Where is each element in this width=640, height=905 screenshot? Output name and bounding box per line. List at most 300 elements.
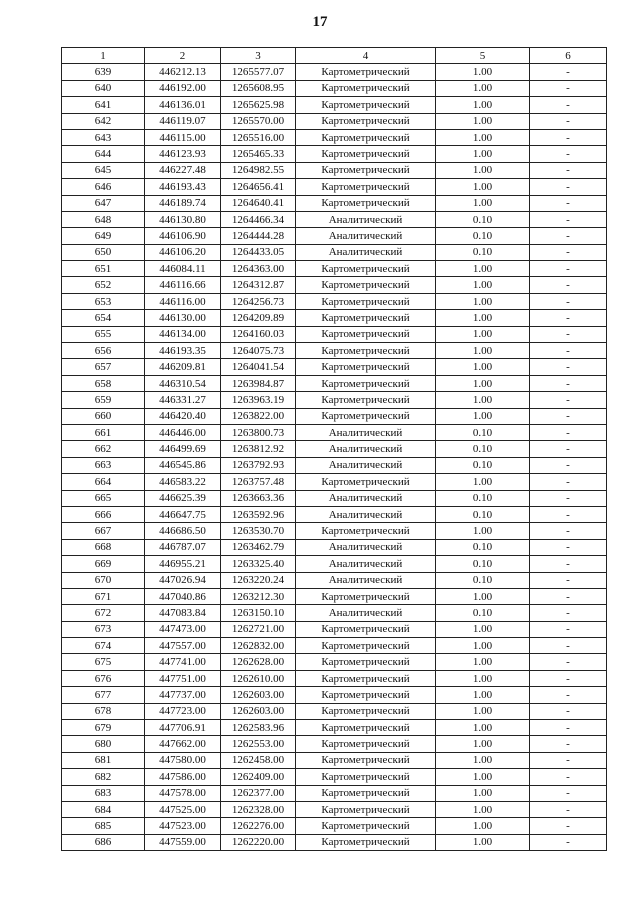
y-coordinate-cell: 1264363.00 — [221, 261, 296, 277]
table-row — [62, 146, 607, 162]
point-number-cell: 680 — [62, 736, 145, 752]
y-coordinate-cell: 1262458.00 — [221, 752, 296, 768]
y-coordinate-cell: 1263212.30 — [221, 588, 296, 604]
note-cell: - — [530, 293, 607, 309]
table-row — [62, 490, 607, 506]
accuracy-cell: 1.00 — [436, 179, 530, 195]
accuracy-cell: 0.10 — [436, 228, 530, 244]
method-cell: Аналитический — [296, 605, 436, 621]
x-coordinate-cell: 446686.50 — [145, 523, 221, 539]
table-row — [62, 211, 607, 227]
x-coordinate-cell: 447737.00 — [145, 687, 221, 703]
accuracy-cell: 0.10 — [436, 605, 530, 621]
table-body — [62, 64, 607, 851]
point-number-cell: 649 — [62, 228, 145, 244]
x-coordinate-cell: 446209.81 — [145, 359, 221, 375]
x-coordinate-cell: 446119.07 — [145, 113, 221, 129]
y-coordinate-cell: 1262328.00 — [221, 801, 296, 817]
point-number-cell: 679 — [62, 720, 145, 736]
accuracy-cell: 0.10 — [436, 457, 530, 473]
accuracy-cell: 1.00 — [436, 408, 530, 424]
method-cell: Картометрический — [296, 392, 436, 408]
method-cell: Аналитический — [296, 556, 436, 572]
point-number-cell: 651 — [62, 261, 145, 277]
x-coordinate-cell: 447026.94 — [145, 572, 221, 588]
y-coordinate-cell: 1264041.54 — [221, 359, 296, 375]
column-header: 5 — [436, 48, 530, 64]
y-coordinate-cell: 1262553.00 — [221, 736, 296, 752]
note-cell: - — [530, 343, 607, 359]
point-number-cell: 654 — [62, 310, 145, 326]
table-row — [62, 523, 607, 539]
point-number-cell: 646 — [62, 179, 145, 195]
accuracy-cell: 1.00 — [436, 375, 530, 391]
x-coordinate-cell: 446116.00 — [145, 293, 221, 309]
method-cell: Картометрический — [296, 720, 436, 736]
note-cell: - — [530, 113, 607, 129]
x-coordinate-cell: 446420.40 — [145, 408, 221, 424]
accuracy-cell: 1.00 — [436, 670, 530, 686]
method-cell: Картометрический — [296, 670, 436, 686]
method-cell: Картометрический — [296, 64, 436, 80]
method-cell: Картометрический — [296, 818, 436, 834]
y-coordinate-cell: 1263325.40 — [221, 556, 296, 572]
table-row — [62, 785, 607, 801]
y-coordinate-cell: 1264312.87 — [221, 277, 296, 293]
accuracy-cell: 0.10 — [436, 211, 530, 227]
y-coordinate-cell: 1263757.48 — [221, 474, 296, 490]
method-cell: Картометрический — [296, 523, 436, 539]
note-cell: - — [530, 818, 607, 834]
table-row — [62, 359, 607, 375]
point-number-cell: 640 — [62, 80, 145, 96]
method-cell: Аналитический — [296, 457, 436, 473]
method-cell: Картометрический — [296, 654, 436, 670]
x-coordinate-cell: 447580.00 — [145, 752, 221, 768]
y-coordinate-cell: 1265570.00 — [221, 113, 296, 129]
y-coordinate-cell: 1263592.96 — [221, 506, 296, 522]
method-cell: Картометрический — [296, 769, 436, 785]
point-number-cell: 653 — [62, 293, 145, 309]
table-row — [62, 588, 607, 604]
accuracy-cell: 1.00 — [436, 146, 530, 162]
note-cell: - — [530, 834, 607, 850]
x-coordinate-cell: 446130.80 — [145, 211, 221, 227]
y-coordinate-cell: 1264433.05 — [221, 244, 296, 260]
accuracy-cell: 1.00 — [436, 474, 530, 490]
method-cell: Картометрический — [296, 146, 436, 162]
y-coordinate-cell: 1262276.00 — [221, 818, 296, 834]
x-coordinate-cell: 447662.00 — [145, 736, 221, 752]
column-header: 3 — [221, 48, 296, 64]
y-coordinate-cell: 1265516.00 — [221, 129, 296, 145]
table-row — [62, 720, 607, 736]
method-cell: Картометрический — [296, 97, 436, 113]
table-row — [62, 64, 607, 80]
accuracy-cell: 1.00 — [436, 736, 530, 752]
table-row — [62, 228, 607, 244]
accuracy-cell: 1.00 — [436, 293, 530, 309]
y-coordinate-cell: 1265625.98 — [221, 97, 296, 113]
point-number-cell: 652 — [62, 277, 145, 293]
point-number-cell: 643 — [62, 129, 145, 145]
accuracy-cell: 1.00 — [436, 261, 530, 277]
x-coordinate-cell: 446545.86 — [145, 457, 221, 473]
table-row — [62, 801, 607, 817]
method-cell: Картометрический — [296, 129, 436, 145]
point-number-cell: 663 — [62, 457, 145, 473]
note-cell: - — [530, 326, 607, 342]
point-number-cell: 662 — [62, 441, 145, 457]
method-cell: Картометрический — [296, 801, 436, 817]
y-coordinate-cell: 1263530.70 — [221, 523, 296, 539]
note-cell: - — [530, 359, 607, 375]
y-coordinate-cell: 1262583.96 — [221, 720, 296, 736]
accuracy-cell: 1.00 — [436, 310, 530, 326]
note-cell: - — [530, 228, 607, 244]
method-cell: Картометрический — [296, 162, 436, 178]
note-cell: - — [530, 129, 607, 145]
x-coordinate-cell: 446499.69 — [145, 441, 221, 457]
x-coordinate-cell: 446446.00 — [145, 424, 221, 440]
page-number: 17 — [312, 14, 328, 30]
point-number-cell: 677 — [62, 687, 145, 703]
point-number-cell: 676 — [62, 670, 145, 686]
table-row — [62, 834, 607, 850]
table-row — [62, 474, 607, 490]
table-row — [62, 457, 607, 473]
point-number-cell: 644 — [62, 146, 145, 162]
y-coordinate-cell: 1262409.00 — [221, 769, 296, 785]
note-cell: - — [530, 638, 607, 654]
accuracy-cell: 1.00 — [436, 785, 530, 801]
accuracy-cell: 0.10 — [436, 424, 530, 440]
x-coordinate-cell: 446115.00 — [145, 129, 221, 145]
accuracy-cell: 1.00 — [436, 621, 530, 637]
table-row — [62, 392, 607, 408]
note-cell: - — [530, 752, 607, 768]
point-number-cell: 681 — [62, 752, 145, 768]
point-number-cell: 670 — [62, 572, 145, 588]
y-coordinate-cell: 1263984.87 — [221, 375, 296, 391]
method-cell: Картометрический — [296, 785, 436, 801]
point-number-cell: 656 — [62, 343, 145, 359]
accuracy-cell: 1.00 — [436, 687, 530, 703]
accuracy-cell: 0.10 — [436, 506, 530, 522]
table-row — [62, 556, 607, 572]
y-coordinate-cell: 1262832.00 — [221, 638, 296, 654]
point-number-cell: 641 — [62, 97, 145, 113]
point-number-cell: 647 — [62, 195, 145, 211]
note-cell: - — [530, 441, 607, 457]
method-cell: Картометрический — [296, 293, 436, 309]
y-coordinate-cell: 1263663.36 — [221, 490, 296, 506]
x-coordinate-cell: 447523.00 — [145, 818, 221, 834]
note-cell: - — [530, 588, 607, 604]
accuracy-cell: 0.10 — [436, 490, 530, 506]
note-cell: - — [530, 506, 607, 522]
method-cell: Картометрический — [296, 80, 436, 96]
note-cell: - — [530, 375, 607, 391]
x-coordinate-cell: 446647.75 — [145, 506, 221, 522]
table-row — [62, 539, 607, 555]
method-cell: Аналитический — [296, 572, 436, 588]
table-row — [62, 769, 607, 785]
table-row — [62, 752, 607, 768]
method-cell: Картометрический — [296, 703, 436, 719]
note-cell: - — [530, 785, 607, 801]
coordinates-table — [61, 47, 607, 851]
x-coordinate-cell: 446192.00 — [145, 80, 221, 96]
method-cell: Аналитический — [296, 490, 436, 506]
x-coordinate-cell: 446130.00 — [145, 310, 221, 326]
table-row — [62, 179, 607, 195]
point-number-cell: 672 — [62, 605, 145, 621]
x-coordinate-cell: 447706.91 — [145, 720, 221, 736]
method-cell: Аналитический — [296, 244, 436, 260]
note-cell: - — [530, 490, 607, 506]
point-number-cell: 659 — [62, 392, 145, 408]
point-number-cell: 668 — [62, 539, 145, 555]
y-coordinate-cell: 1263822.00 — [221, 408, 296, 424]
method-cell: Аналитический — [296, 228, 436, 244]
method-cell: Аналитический — [296, 211, 436, 227]
note-cell: - — [530, 146, 607, 162]
table-row — [62, 326, 607, 342]
accuracy-cell: 1.00 — [436, 162, 530, 178]
point-number-cell: 685 — [62, 818, 145, 834]
note-cell: - — [530, 736, 607, 752]
table-row — [62, 244, 607, 260]
method-cell: Картометрический — [296, 195, 436, 211]
point-number-cell: 657 — [62, 359, 145, 375]
note-cell: - — [530, 424, 607, 440]
accuracy-cell: 0.10 — [436, 441, 530, 457]
x-coordinate-cell: 447473.00 — [145, 621, 221, 637]
table-row — [62, 343, 607, 359]
y-coordinate-cell: 1263150.10 — [221, 605, 296, 621]
note-cell: - — [530, 64, 607, 80]
note-cell: - — [530, 244, 607, 260]
note-cell: - — [530, 572, 607, 588]
point-number-cell: 678 — [62, 703, 145, 719]
y-coordinate-cell: 1264656.41 — [221, 179, 296, 195]
table-row — [62, 310, 607, 326]
accuracy-cell: 1.00 — [436, 80, 530, 96]
y-coordinate-cell: 1262220.00 — [221, 834, 296, 850]
y-coordinate-cell: 1265608.95 — [221, 80, 296, 96]
x-coordinate-cell: 446136.01 — [145, 97, 221, 113]
method-cell: Картометрический — [296, 179, 436, 195]
method-cell: Картометрический — [296, 343, 436, 359]
table-header-row — [62, 48, 607, 64]
table-row — [62, 638, 607, 654]
accuracy-cell: 1.00 — [436, 326, 530, 342]
x-coordinate-cell: 447559.00 — [145, 834, 221, 850]
x-coordinate-cell: 446227.48 — [145, 162, 221, 178]
accuracy-cell: 0.10 — [436, 244, 530, 260]
x-coordinate-cell: 447557.00 — [145, 638, 221, 654]
accuracy-cell: 1.00 — [436, 638, 530, 654]
note-cell: - — [530, 408, 607, 424]
accuracy-cell: 1.00 — [436, 343, 530, 359]
point-number-cell: 661 — [62, 424, 145, 440]
note-cell: - — [530, 261, 607, 277]
table-row — [62, 670, 607, 686]
method-cell: Картометрический — [296, 375, 436, 391]
note-cell: - — [530, 392, 607, 408]
note-cell: - — [530, 687, 607, 703]
y-coordinate-cell: 1262603.00 — [221, 703, 296, 719]
x-coordinate-cell: 447083.84 — [145, 605, 221, 621]
table-row — [62, 424, 607, 440]
y-coordinate-cell: 1265465.33 — [221, 146, 296, 162]
point-number-cell: 669 — [62, 556, 145, 572]
method-cell: Аналитический — [296, 441, 436, 457]
table-row — [62, 605, 607, 621]
accuracy-cell: 1.00 — [436, 523, 530, 539]
note-cell: - — [530, 523, 607, 539]
note-cell: - — [530, 310, 607, 326]
y-coordinate-cell: 1262603.00 — [221, 687, 296, 703]
x-coordinate-cell: 446310.54 — [145, 375, 221, 391]
x-coordinate-cell: 446787.07 — [145, 539, 221, 555]
table-row — [62, 687, 607, 703]
table-row — [62, 261, 607, 277]
y-coordinate-cell: 1264640.41 — [221, 195, 296, 211]
accuracy-cell: 1.00 — [436, 720, 530, 736]
table-row — [62, 408, 607, 424]
point-number-cell: 655 — [62, 326, 145, 342]
point-number-cell: 665 — [62, 490, 145, 506]
method-cell: Картометрический — [296, 113, 436, 129]
point-number-cell: 664 — [62, 474, 145, 490]
point-number-cell: 673 — [62, 621, 145, 637]
x-coordinate-cell: 446955.21 — [145, 556, 221, 572]
note-cell: - — [530, 670, 607, 686]
accuracy-cell: 1.00 — [436, 64, 530, 80]
method-cell: Картометрический — [296, 834, 436, 850]
point-number-cell: 658 — [62, 375, 145, 391]
note-cell: - — [530, 703, 607, 719]
accuracy-cell: 1.00 — [436, 392, 530, 408]
x-coordinate-cell: 446106.20 — [145, 244, 221, 260]
point-number-cell: 686 — [62, 834, 145, 850]
y-coordinate-cell: 1263963.19 — [221, 392, 296, 408]
column-header: 4 — [296, 48, 436, 64]
method-cell: Картометрический — [296, 359, 436, 375]
column-header: 2 — [145, 48, 221, 64]
note-cell: - — [530, 605, 607, 621]
point-number-cell: 682 — [62, 769, 145, 785]
accuracy-cell: 1.00 — [436, 654, 530, 670]
method-cell: Картометрический — [296, 474, 436, 490]
x-coordinate-cell: 446189.74 — [145, 195, 221, 211]
y-coordinate-cell: 1264209.89 — [221, 310, 296, 326]
note-cell: - — [530, 80, 607, 96]
accuracy-cell: 1.00 — [436, 277, 530, 293]
x-coordinate-cell: 446084.11 — [145, 261, 221, 277]
note-cell: - — [530, 211, 607, 227]
note-cell: - — [530, 654, 607, 670]
table-row — [62, 736, 607, 752]
note-cell: - — [530, 769, 607, 785]
point-number-cell: 683 — [62, 785, 145, 801]
column-header: 6 — [530, 48, 607, 64]
note-cell: - — [530, 474, 607, 490]
x-coordinate-cell: 446193.35 — [145, 343, 221, 359]
point-number-cell: 667 — [62, 523, 145, 539]
x-coordinate-cell: 447525.00 — [145, 801, 221, 817]
method-cell: Картометрический — [296, 638, 436, 654]
table-row — [62, 97, 607, 113]
x-coordinate-cell: 447578.00 — [145, 785, 221, 801]
note-cell: - — [530, 556, 607, 572]
y-coordinate-cell: 1264444.28 — [221, 228, 296, 244]
method-cell: Картометрический — [296, 621, 436, 637]
method-cell: Картометрический — [296, 261, 436, 277]
x-coordinate-cell: 447040.86 — [145, 588, 221, 604]
table-row — [62, 621, 607, 637]
y-coordinate-cell: 1264256.73 — [221, 293, 296, 309]
method-cell: Картометрический — [296, 326, 436, 342]
table-row — [62, 441, 607, 457]
method-cell: Картометрический — [296, 277, 436, 293]
table-row — [62, 818, 607, 834]
accuracy-cell: 1.00 — [436, 129, 530, 145]
x-coordinate-cell: 446123.93 — [145, 146, 221, 162]
x-coordinate-cell: 447723.00 — [145, 703, 221, 719]
table-row — [62, 375, 607, 391]
note-cell: - — [530, 162, 607, 178]
table-row — [62, 195, 607, 211]
x-coordinate-cell: 446625.39 — [145, 490, 221, 506]
x-coordinate-cell: 447586.00 — [145, 769, 221, 785]
table-row — [62, 572, 607, 588]
accuracy-cell: 1.00 — [436, 801, 530, 817]
y-coordinate-cell: 1262377.00 — [221, 785, 296, 801]
point-number-cell: 642 — [62, 113, 145, 129]
y-coordinate-cell: 1263462.79 — [221, 539, 296, 555]
note-cell: - — [530, 195, 607, 211]
note-cell: - — [530, 539, 607, 555]
point-number-cell: 648 — [62, 211, 145, 227]
y-coordinate-cell: 1263800.73 — [221, 424, 296, 440]
accuracy-cell: 1.00 — [436, 752, 530, 768]
table-row — [62, 162, 607, 178]
accuracy-cell: 1.00 — [436, 359, 530, 375]
table-row — [62, 113, 607, 129]
accuracy-cell: 1.00 — [436, 703, 530, 719]
method-cell: Аналитический — [296, 506, 436, 522]
method-cell: Картометрический — [296, 310, 436, 326]
y-coordinate-cell: 1263220.24 — [221, 572, 296, 588]
point-number-cell: 660 — [62, 408, 145, 424]
x-coordinate-cell: 446134.00 — [145, 326, 221, 342]
accuracy-cell: 1.00 — [436, 195, 530, 211]
x-coordinate-cell: 447751.00 — [145, 670, 221, 686]
accuracy-cell: 1.00 — [436, 769, 530, 785]
method-cell: Картометрический — [296, 687, 436, 703]
accuracy-cell: 0.10 — [436, 556, 530, 572]
y-coordinate-cell: 1264466.34 — [221, 211, 296, 227]
method-cell: Картометрический — [296, 736, 436, 752]
note-cell: - — [530, 720, 607, 736]
method-cell: Аналитический — [296, 539, 436, 555]
table-row — [62, 277, 607, 293]
point-number-cell: 674 — [62, 638, 145, 654]
y-coordinate-cell: 1262721.00 — [221, 621, 296, 637]
